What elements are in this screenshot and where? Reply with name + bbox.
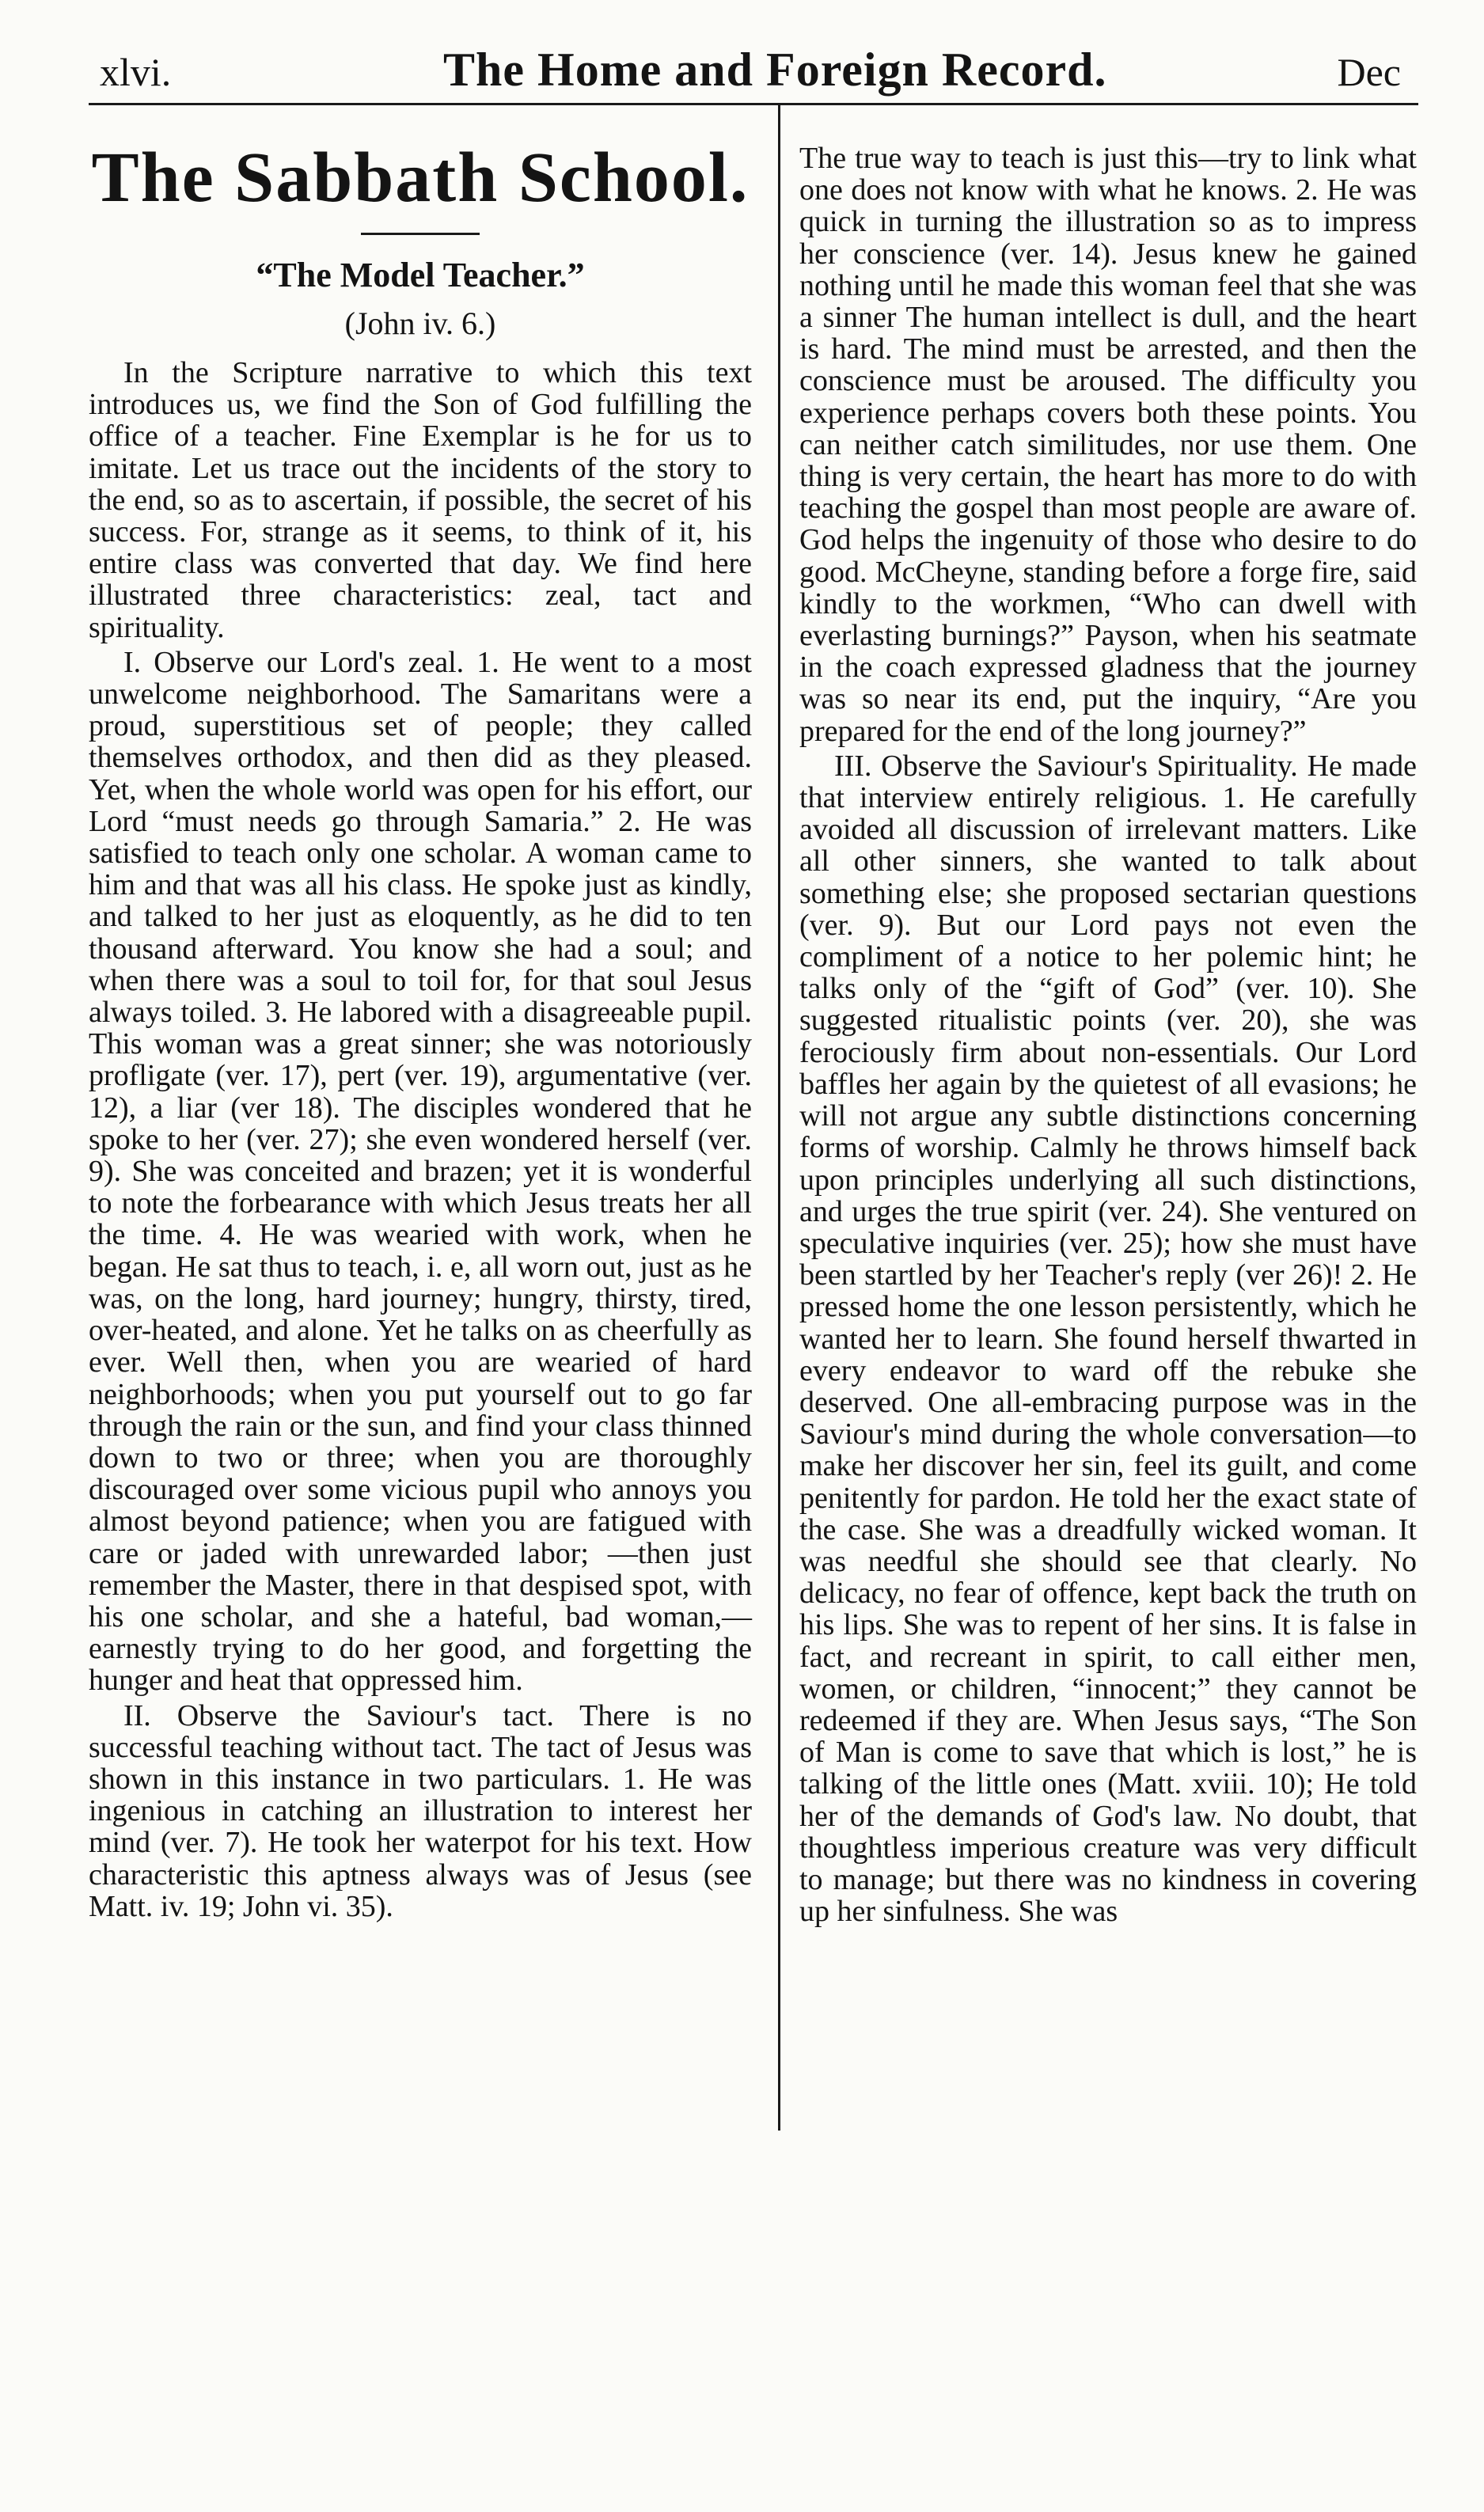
paragraph: The true way to teach is just this—try to link what one does not know with what he knows. 2. He was quick in turning the illustration so as to impress her conscience (ver. 14). Jesus knew he gained nothing until he made this woman feel that she was a sinner The human intellect is dull, and the heart is hard. The mind must be arrested, and then the conscience must be aroused. The difficulty you experience perhaps covers both these points. You can neither catch similitudes, nor use them. One thing is very certain, the heart has more to do with teaching the gospel than most people are aware of. God helps the ingenuity of those who desire to do good. McCheyne, standing before a forge fire, said kindly to the workmen, “Who can dwell with everlasting burnings?” Payson, when his seatmate in the coach expressed gladness that the journey was so near its end, put the inquiry, “Are you prepared for the end of the long journey?”: [799, 142, 1417, 748]
section-title: The Sabbath School.: [91, 139, 750, 217]
journal-title: The Home and Foreign Record.: [443, 44, 1107, 96]
running-header: [0, 28, 1484, 100]
header-month: Dec: [1337, 50, 1401, 94]
paragraph: II. Observe the Saviour's tact. There is no successful teaching without tact. The tact of Jesus was shown in this instance in two particulars. 1. He was ingenious in catching an illustration to interest her mind (ver. 7). He took her waterpot for his text. How characteristic this aptness always was of Jesus (see Matt. iv. 19; John vi. 35).: [89, 1698, 752, 1923]
article-title: “The Model Teacher.”: [256, 256, 585, 294]
column-divider: [778, 104, 780, 2131]
right-column: [799, 142, 1417, 1927]
page-number: xlvi.: [100, 50, 172, 94]
title-rule: [361, 233, 480, 235]
paragraph: I. Observe our Lord's zeal. 1. He went to a most unwelcome neighborhood. The Samaritans were a proud, superstitious set of people; they called themselves orthodox, and then did as they pleased. Yet, when the whole world was open for his effort, our Lord “must needs go through Samaria.” 2. He was satisfied to teach only one scholar. A woman came to him and that was all his class. He spoke just as kindly, and talked to her just as eloquently, as he did to ten thousand afterward. You know she had a soul; and when there was a soul to toil for, for that soul Jesus always toiled. 3. He labored with a disagreeable pupil. This woman was a great sinner; she was notoriously profligate (ver. 17), pert (ver. 19), argumentative (ver. 12), a liar (ver 18). The disciples wondered that he spoke to her (ver. 27); she even wondered herself (ver. 9). She was conceited and brazen; yet it is wonderful to note the forbearance with which Jesus treats her all the time. 4. He was wearied with work, when he began. He sat thus to teach, i. e, all worn out, just as he was, on the long, hard journey; hungry, thirsty, tired, over-heated, and alone. Yet he talks on as cheerfully as ever. Well then, when you are wearied of hard neighborhoods; when you put yourself out to go far through the rain or the sun, and find your class thinned down to two or three; when you are thoroughly discouraged over some vicious pupil who annoys you almost beyond patience; when you are fatigued with care or jaded with unrewarded labor; —then just remember the Master, there in that despised spot, with his one scholar, and she a hateful, bad woman,—earnestly trying to do her good, and forgetting the hunger and heat that oppressed him.: [89, 645, 752, 1698]
paragraph: III. Observe the Saviour's Spirituality. He made that interview entirely religious. 1. He carefully avoided all discussion of irrelevant matters. Like all other sinners, she wanted to talk about something else; she proposed sectarian questions (ver. 9). But our Lord pays not even the compliment of a notice to her polemic hint; he talks only of the “gift of God” (ver. 10). She suggested ritualistic points (ver. 20), she was ferociously firm about non-essentials. Our Lord baffles her again by the quietest of all evasions; he will not argue any subtle distinctions concerning forms of worship. Calmly he throws himself back upon principles underlying all such distinctions, and urges the true spirit (ver. 24). She ventured on speculative inquiries (ver. 25); how she must have been startled by her Teacher's reply (ver 26)! 2. He pressed home the one lesson persistently, which he wanted her to learn. She found herself thwarted in every endeavor to ward off the rebuke she deserved. One all-embracing purpose was in the Saviour's mind during the whole conversation—to make her discover her sin, feel its guilt, and come penitently for pardon. He told her the exact state of the case. She was a dreadfully wicked woman. It was needful she should see that clearly. No delicacy, no fear of offence, kept back the truth on his lips. She was to repent of her sins. It is false in fact, and recreant in spirit, to call either men, women, or children, “innocent;” they cannot be redeemed if they are. When Jesus says, “The Son of Man is come to save that which is lost,” he is talking of the little ones (Matt. xviii. 10); He told her of the demands of God's law. No doubt, that thoughtless imperious creature was very difficult to manage; but there was no kindness in covering up her sinfulness. She was: [799, 749, 1417, 1929]
left-column: [89, 119, 752, 1922]
header-rule: [89, 103, 1418, 105]
scripture-reference: (John iv. 6.): [344, 305, 496, 341]
paragraph: In the Scripture narrative to which this text introduces us, we find the Son of God fulfilling the office of a teacher. Fine Exemplar is he for us to imitate. Let us trace out the incidents of the story to the end, so as to ascertain, if possible, the secret of his success. For, strange as it seems, to think of it, his entire class was converted that day. We find here illustrated three characteristics: zeal, tact and spirituality.: [89, 356, 752, 644]
